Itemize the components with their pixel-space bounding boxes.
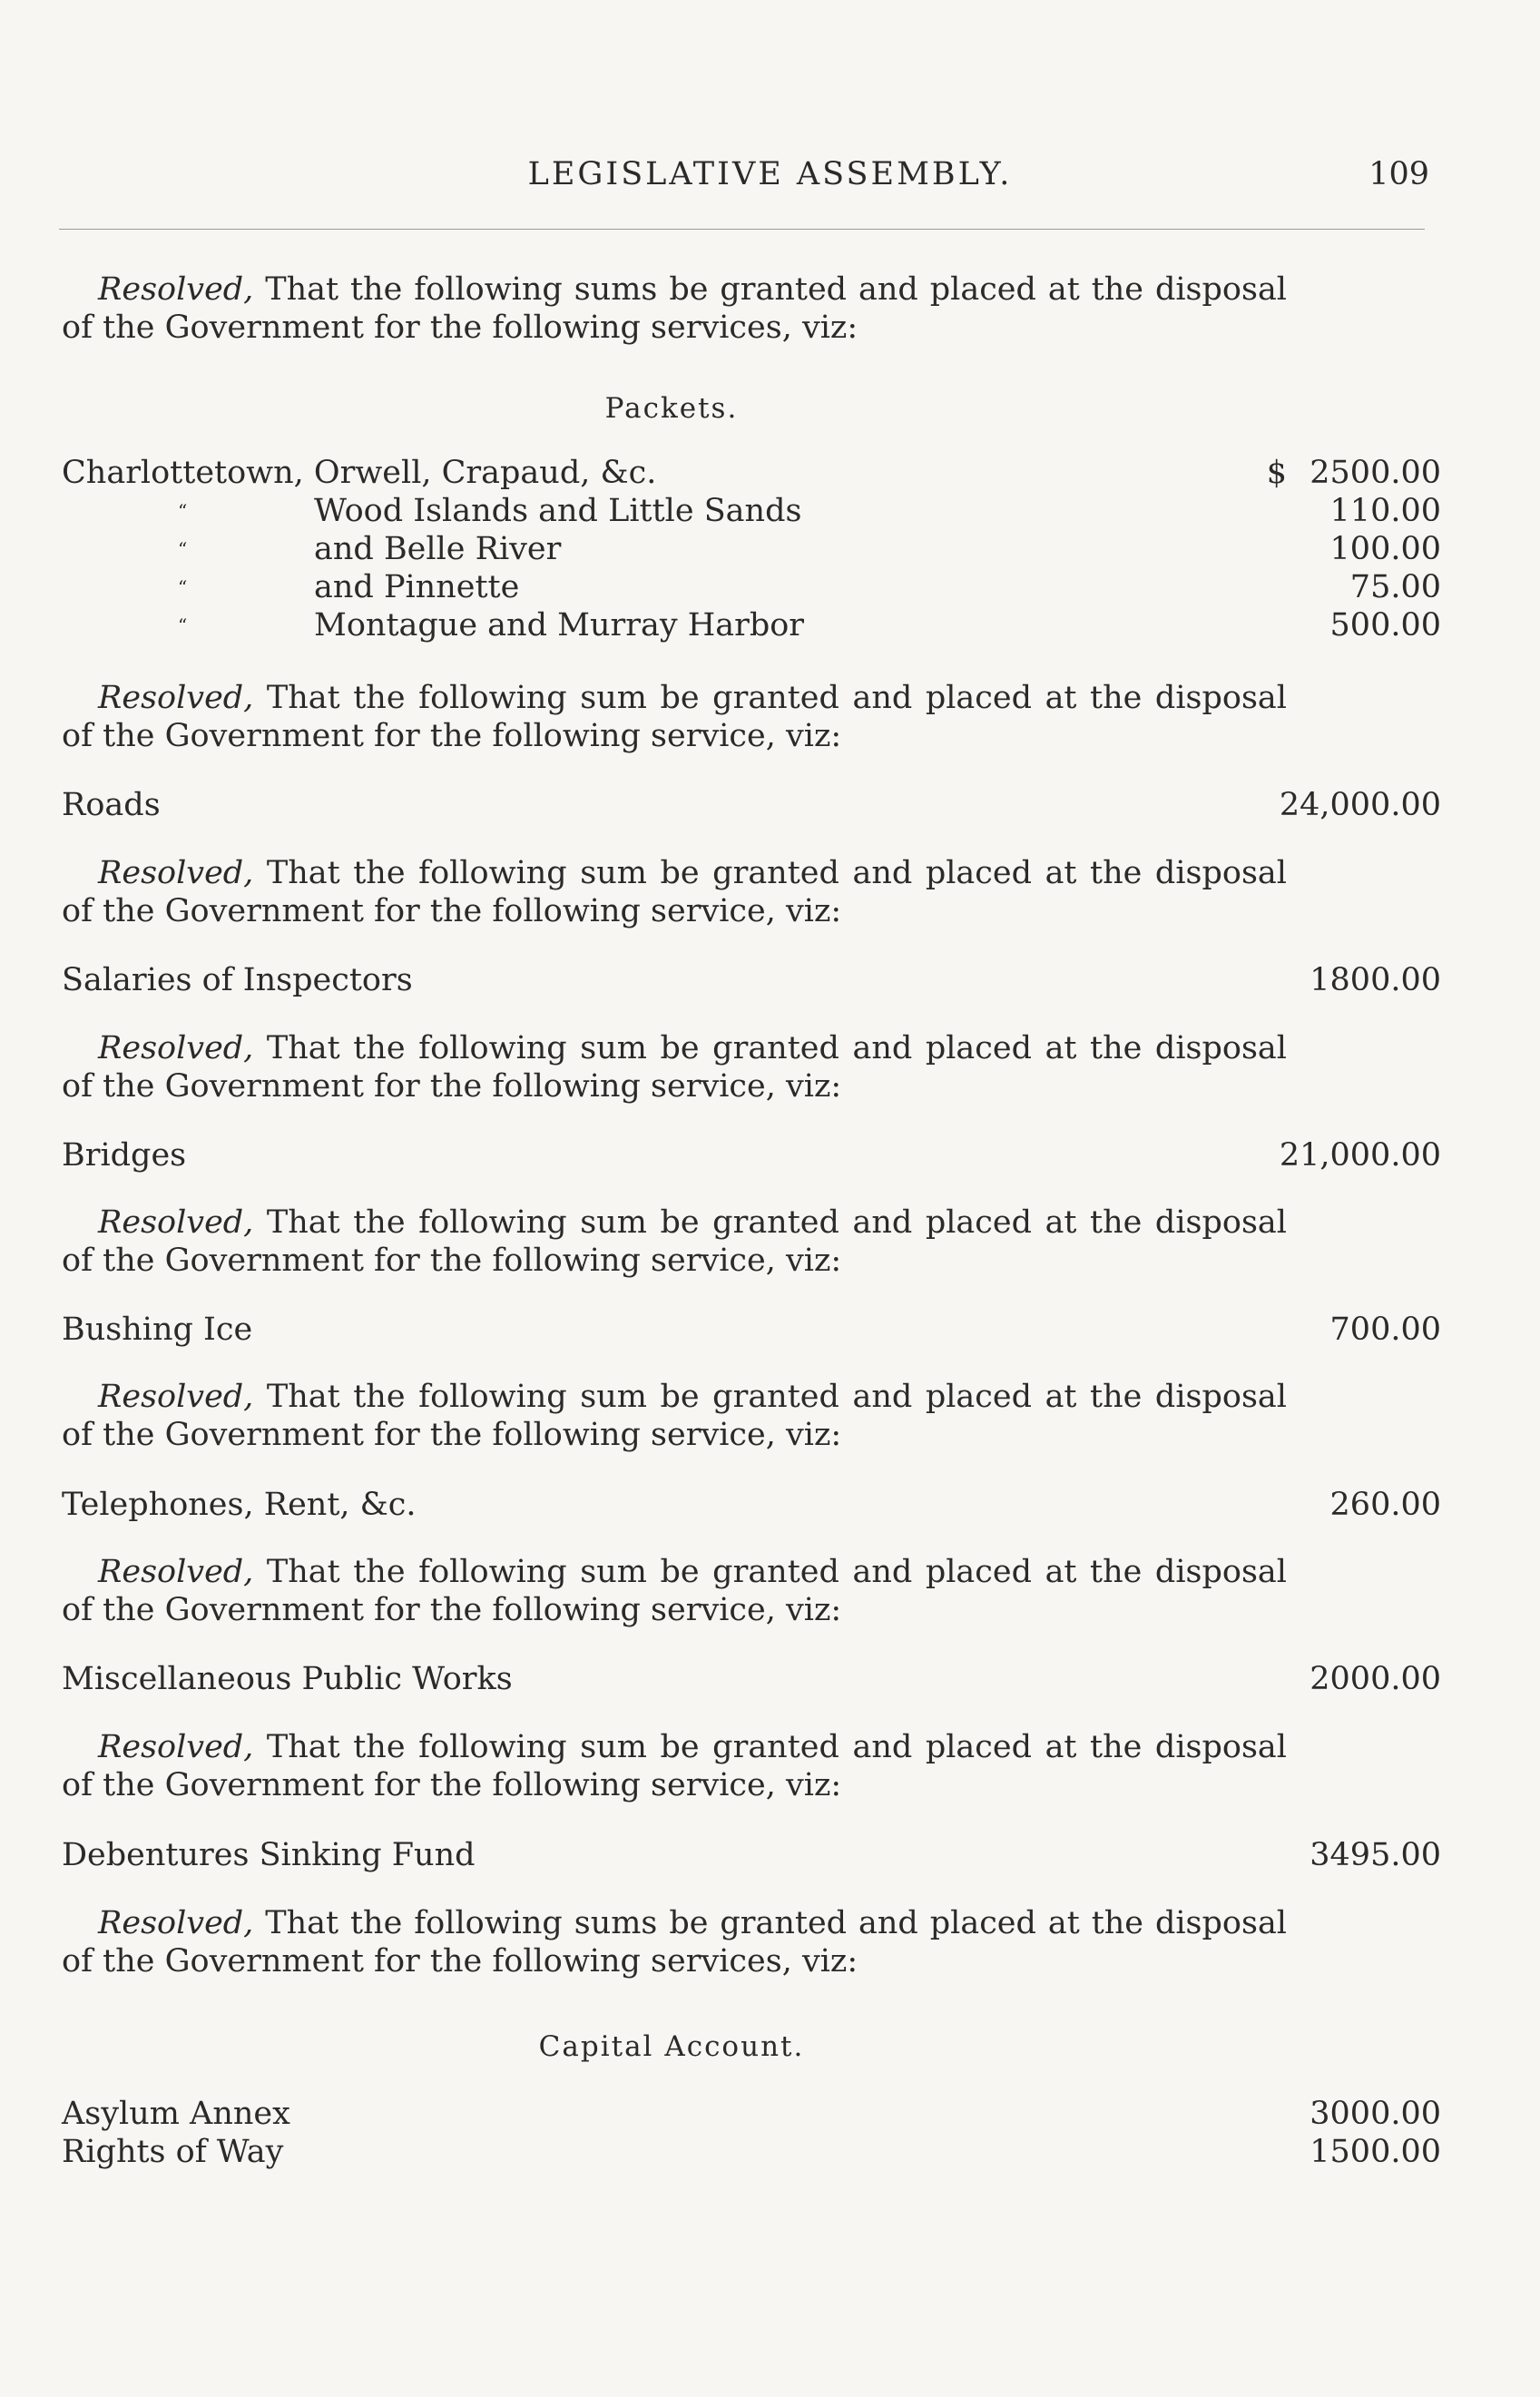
- resolution-paragraph: [62, 1203, 1287, 1280]
- resolution-paragraph: [62, 270, 1287, 347]
- resolution-text: That the following sum be granted and placed at the disposal of the Government for the following service, viz:: [62, 1554, 1287, 1628]
- item-label: Salaries of Inspectors: [62, 962, 413, 998]
- packet-row: [62, 492, 1441, 530]
- item-label: Telephones, Rent, &c.: [62, 1487, 417, 1523]
- resolved-word: Resolved,: [98, 1905, 254, 1941]
- item-label: Bushing Ice: [62, 1311, 253, 1348]
- item-amount: 700.00: [1329, 1311, 1441, 1348]
- resolution-paragraph: [62, 1029, 1287, 1105]
- item-label: Rights of Way: [62, 2134, 284, 2170]
- resolution-text: That the following sums be granted and placed at the disposal of the Government for the following services, viz:: [62, 271, 1287, 346]
- item-amount: 3495.00: [1309, 1837, 1441, 1873]
- resolution-text: That the following sum be granted and placed at the disposal of the Government for the following service, viz:: [62, 1030, 1287, 1105]
- appropriation-row: [62, 1136, 1441, 1174]
- appropriation-row: [62, 1836, 1441, 1874]
- resolved-word: Resolved,: [98, 1030, 254, 1066]
- ditto-mark: “: [178, 538, 188, 560]
- resolved-word: Resolved,: [98, 1554, 254, 1590]
- appropriation-row: [62, 1660, 1441, 1698]
- item-label: Roads: [62, 787, 161, 823]
- capital-row: [62, 2095, 1441, 2133]
- appropriation-row: [62, 1486, 1441, 1524]
- resolution-text: That the following sums be granted and placed at the disposal of the Government for the following services, viz:: [62, 1905, 1287, 1979]
- page-number: 109: [1368, 156, 1429, 192]
- packet-row: [62, 606, 1441, 644]
- packet-amount: 100.00: [1329, 531, 1441, 567]
- item-label: Bridges: [62, 1137, 187, 1174]
- item-label: Debentures Sinking Fund: [62, 1837, 476, 1873]
- item-amount: 1500.00: [1309, 2134, 1441, 2170]
- item-amount: 3000.00: [1309, 2096, 1441, 2132]
- packet-amount: 2500.00: [1309, 455, 1441, 491]
- resolution-paragraph: [62, 1553, 1287, 1629]
- capital-row: [62, 2133, 1441, 2171]
- packet-amount: 110.00: [1329, 493, 1441, 529]
- packet-label: Wood Islands and Little Sands: [314, 493, 802, 529]
- resolution-paragraph: [62, 1728, 1287, 1804]
- currency-symbol: $: [1266, 455, 1287, 491]
- resolution-paragraph: [62, 1904, 1287, 1980]
- resolved-word: Resolved,: [98, 271, 254, 308]
- resolution-paragraph: [62, 854, 1287, 930]
- item-amount: 24,000.00: [1279, 787, 1441, 823]
- packet-label: Montague and Murray Harbor: [314, 607, 805, 643]
- item-amount: 260.00: [1329, 1487, 1441, 1523]
- resolved-word: Resolved,: [98, 1379, 254, 1415]
- item-amount: 2000.00: [1309, 1661, 1441, 1697]
- packet-amount: 500.00: [1329, 607, 1441, 643]
- packet-label: Charlottetown, Orwell, Crapaud, &c.: [62, 455, 657, 491]
- section-heading-packets: Packets.: [604, 392, 739, 425]
- packet-label: and Pinnette: [314, 569, 520, 605]
- resolution-text: That the following sum be granted and placed at the disposal of the Government for the following service, viz:: [62, 1204, 1287, 1279]
- appropriation-row: [62, 961, 1441, 999]
- resolved-word: Resolved,: [98, 1729, 254, 1765]
- packet-row: [62, 568, 1441, 606]
- running-title: LEGISLATIVE ASSEMBLY.: [527, 156, 1013, 192]
- resolved-word: Resolved,: [98, 1204, 254, 1241]
- item-label: Asylum Annex: [62, 2096, 290, 2132]
- packet-amount: 75.00: [1349, 569, 1441, 605]
- item-amount: 1800.00: [1309, 962, 1441, 998]
- header-rule: [59, 229, 1425, 230]
- resolution-text: That the following sum be granted and placed at the disposal of the Government for the following service, viz:: [62, 1379, 1287, 1453]
- resolution-paragraph: [62, 679, 1287, 755]
- item-label: Miscellaneous Public Works: [62, 1661, 513, 1697]
- resolution-text: That the following sum be granted and placed at the disposal of the Government for the following service, viz:: [62, 855, 1287, 929]
- appropriation-row: [62, 786, 1441, 824]
- resolution-text: That the following sum be granted and placed at the disposal of the Government for the following service, viz:: [62, 680, 1287, 754]
- section-heading-capital-account: Capital Account.: [538, 2030, 805, 2063]
- resolution-text: That the following sum be granted and placed at the disposal of the Government for the following service, viz:: [62, 1729, 1287, 1803]
- appropriation-row: [62, 1311, 1441, 1349]
- resolved-word: Resolved,: [98, 680, 254, 716]
- packet-row: [62, 454, 1441, 492]
- ditto-mark: “: [178, 500, 188, 522]
- ditto-mark: “: [178, 614, 188, 636]
- packet-label: and Belle River: [314, 531, 562, 567]
- resolution-paragraph: [62, 1378, 1287, 1454]
- packet-row: [62, 530, 1441, 568]
- item-amount: 21,000.00: [1279, 1137, 1441, 1174]
- resolved-word: Resolved,: [98, 855, 254, 891]
- ditto-mark: “: [178, 576, 188, 598]
